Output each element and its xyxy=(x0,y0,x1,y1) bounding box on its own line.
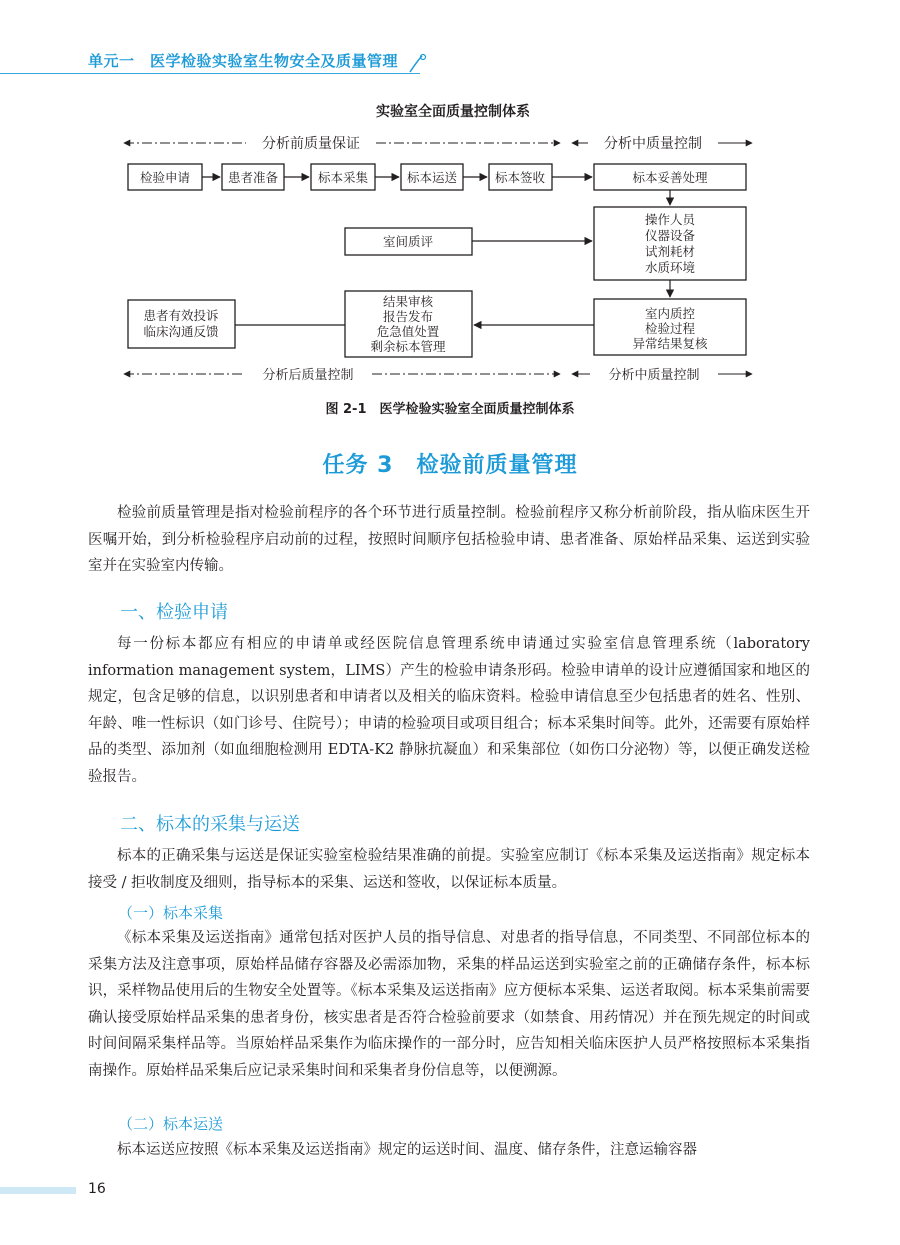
label-post-analytical: 分析后质量控制 xyxy=(262,368,354,383)
resource-operators: 操作人员 xyxy=(644,212,696,227)
label-pre-analytical: 分析前质量保证 xyxy=(262,136,360,152)
resource-environment: 水质环境 xyxy=(644,260,696,275)
feedback-complaints: 患者有效投诉 xyxy=(143,308,219,323)
post-remaining: 剩余标本管理 xyxy=(370,339,446,354)
resource-instruments: 仪器设备 xyxy=(644,228,696,243)
task-title: 任务 3 检验前质量管理 xyxy=(322,453,578,478)
page-number: 16 xyxy=(88,1181,106,1197)
feedback-clinical: 临床沟通反馈 xyxy=(143,324,219,339)
subsection1-paragraph: 《标本采集及运送指南》通常包括对医护人员的指导信息、对患者的指导信息，不同类型、不同部位标本的采集方法及注意事项，原始样品储存容器及必需添加物，采集的样品运送到实验室之前的正确储存条件，标本标识，采样物品使用后的生物安全处置等。《标本采集及运送指南》应方便标本采集、运送者取阅。标本采集前需要确认接受原始样品采集的患者身份，核实患者是否符合检验前要求（如禁食、用药情况）并在预先规定的时间或时间间隔采集样品等。当原始样品采集作为临床操作的一部分时，应告知相关临床医护人员严格按照标本采集指南操作。原始样品采集后应记录采集时间和采集者身份信息等，以便溯源。 xyxy=(88,930,810,1079)
footer-bar xyxy=(0,1187,76,1194)
qc-abnormal-review: 异常结果复核 xyxy=(632,336,708,351)
quality-control-diagram xyxy=(0,0,900,400)
step-patient-prep: 患者准备 xyxy=(227,170,279,185)
step-specimen-receipt: 标本签收 xyxy=(494,170,546,185)
resource-reagents: 试剂耗材 xyxy=(644,244,696,259)
section1-paragraph: 每一份标本都应有相应的申请单或经医院信息管理系统申请通过实验室信息管理系统（laboratory information management system，LIMS）产生的检验申请条形码。检验申请单的设计应遵循国家和地区的规定，包含足够的信息，以识别患者和申请者以及相关的临床资料。检验申请信息至少包括患者的姓名、性别、年龄、唯一性标识（如门诊号、住院号）；申请的检验项目或项目组合；标本采集时间等。此外，还需要有原始样品的类型、添加剂（如血细胞检测用 EDTA-K2 静脉抗凝血）和采集部位（如伤口分泌物）等，以便正确发送检验报告。 xyxy=(88,636,810,785)
section2-paragraph: 标本的正确采集与运送是保证实验室检验结果准确的前提。实验室应制订《标本采集及运送指南》规定标本接受 / 拒收制度及细则，指导标本的采集、运送和签收，以保证标本质量。 xyxy=(88,848,810,891)
figure-caption: 图 2-1 医学检验实验室全面质量控制体系 xyxy=(325,402,575,417)
step-test-request: 检验申请 xyxy=(139,170,191,185)
label-analytical-bottom: 分析中质量控制 xyxy=(608,368,700,383)
header-unit-title: 单元一 医学检验实验室生物安全及质量管理 xyxy=(88,52,399,70)
intro-paragraph: 检验前质量管理是指对检验前程序的各个环节进行质量控制。检验前程序又称分析前阶段，指从临床医生开医嘱开始，到分析检验程序启动前的过程，按照时间顺序包括检验申请、患者准备、原始样品采集、运送到实验室并在实验室内传输。 xyxy=(88,505,810,574)
qc-internal: 室内质控 xyxy=(644,306,696,321)
subsection1-heading: （一）标本采集 xyxy=(118,904,224,922)
subsection2-heading: （二）标本运送 xyxy=(118,1115,224,1133)
eqa-label: 室间质评 xyxy=(382,234,434,249)
post-report: 报告发布 xyxy=(382,309,434,324)
subsection2-paragraph: 标本运送应按照《标本采集及运送指南》规定的运送时间、温度、储存条件，注意运输容器 xyxy=(117,1142,697,1158)
qc-process: 检验过程 xyxy=(644,321,696,336)
post-review: 结果审核 xyxy=(382,294,434,309)
step-specimen-handling: 标本妥善处理 xyxy=(632,170,708,185)
label-analytical-top: 分析中质量控制 xyxy=(604,136,702,152)
step-specimen-transport: 标本运送 xyxy=(406,170,458,185)
section2-heading: 二、标本的采集与运送 xyxy=(120,814,300,835)
post-critical: 危急值处置 xyxy=(376,324,440,339)
figure-title: 实验室全面质量控制体系 xyxy=(376,104,530,120)
section1-heading: 一、检验申请 xyxy=(120,602,228,623)
step-specimen-collection: 标本采集 xyxy=(317,170,369,185)
